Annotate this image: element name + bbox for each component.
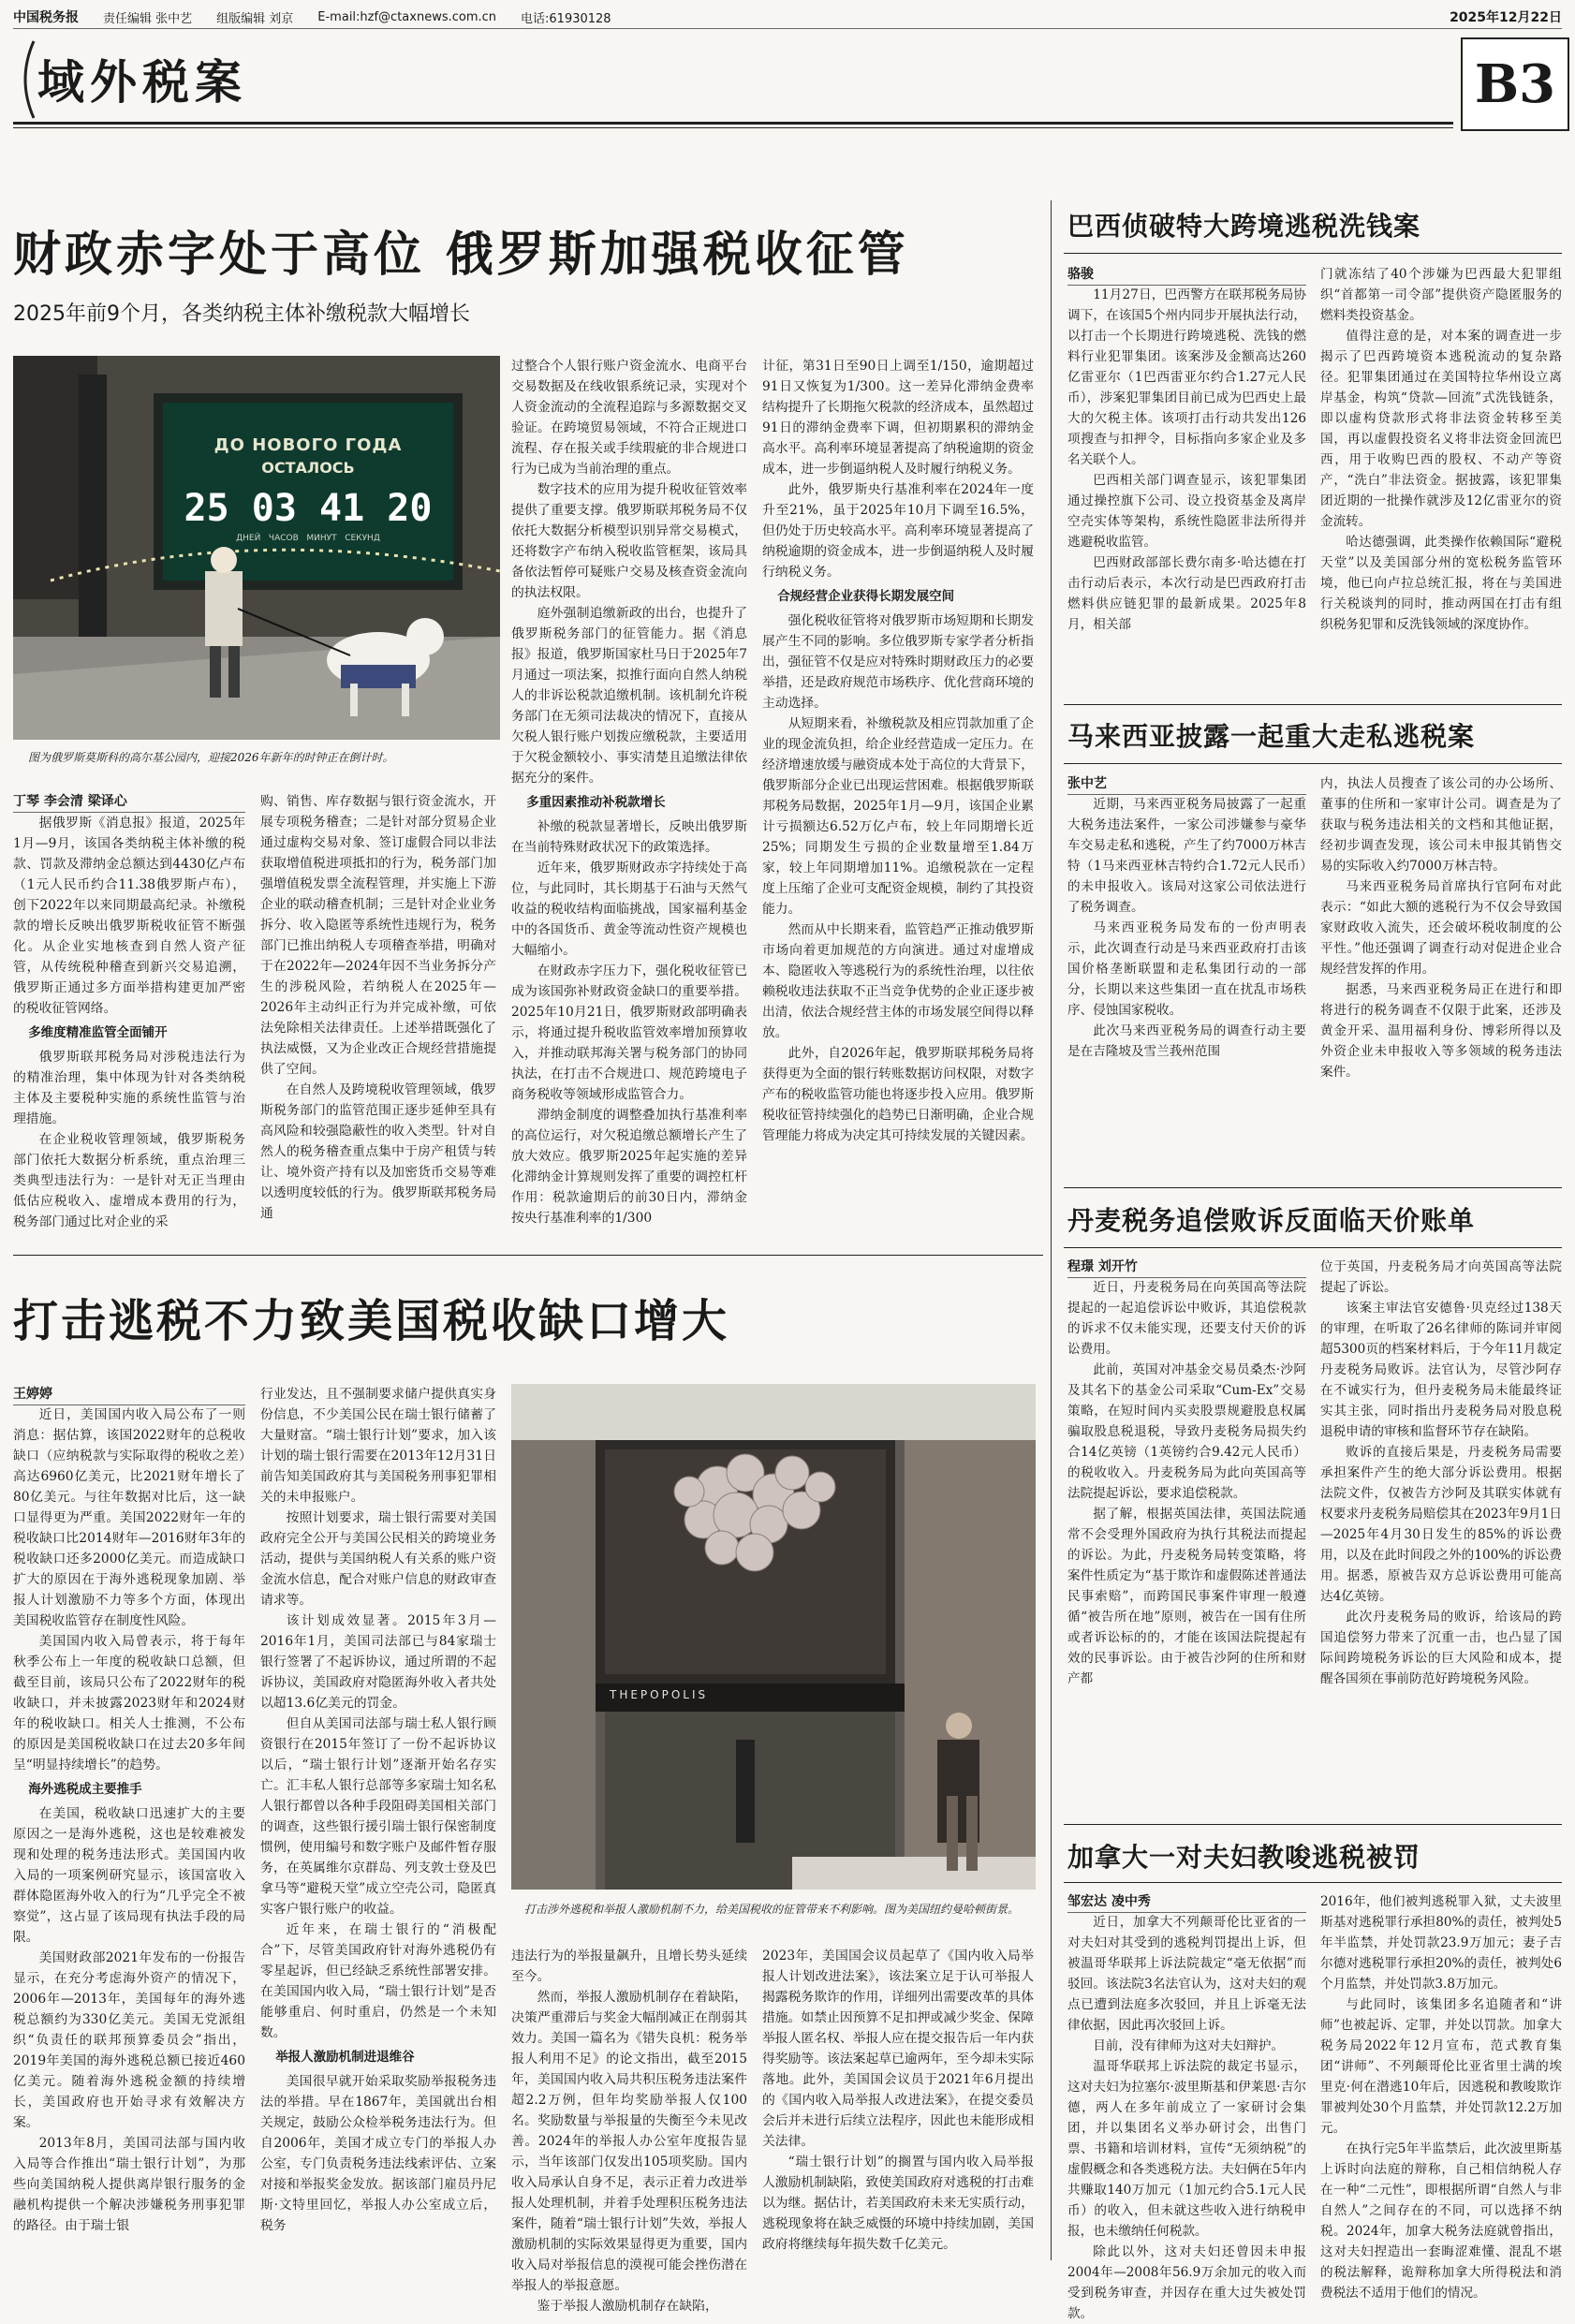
article-brazil-col2 — [1320, 264, 1562, 697]
paragraph: 内，执法人员搜查了该公司的办公场所、董事的住所和一家审计公司。调查是为了获取与税务违法相关的文档和其他证据，经初步调查发现，该公司未申报其销售交易的实际收入约7000万林吉特。 — [1320, 776, 1562, 874]
article-malaysia-col1 — [1067, 794, 1306, 1180]
title-rule — [1064, 253, 1562, 254]
paragraph: 滞纳金制度的调整叠加执行基准利率的高位运行，对欠税追缴总额增长产生了放大效应。俄罗斯2025年起实施的差异化滞纳金计算规则发挥了重要的调控杠杆作用：税款逾期后的前30日内，滞纳金按央行基准利率的1/300 — [511, 1108, 747, 1226]
subheading: 海外逃税成主要推手 — [28, 1782, 142, 1797]
paragraph: 2016年，他们被判逃税罪入狱，丈夫波里斯基对逃税罪行承担80%的责任，被判处5年半监禁，并处罚款23.9万加元；妻子吉尔德对逃税罪行承担20%的责任，被判处6个月监禁，并处罚款3.8万加元。 — [1320, 1894, 1562, 1992]
paragraph: 然而从中长期来看，监管趋严正推动俄罗斯市场向着更加规范的方向演进。通过对虚增成本、隐匿收入等逃税行为的系统性治理，以往依赖税收违法获取不正当竞争优势的企业正逐步被出清，依法合规经营主体的市场发展空间得以释放。 — [762, 922, 1034, 1040]
paragraph: 除此以外，这对夫妇还曾因未申报2004年—2008年56.9万余加元的收入而受到税务审查，并因存在重大过失被处罚款。 — [1067, 2244, 1306, 2321]
paragraph: 鉴于举报人激励机制存在缺陷， — [537, 2299, 718, 2314]
article-divider — [13, 1255, 1043, 1256]
subheading: 合规经营企业获得长期发展空间 — [777, 589, 955, 604]
photo-caption-us: 打击涉外逃税和举报人激励机制不力，给美国税收的征管带来不利影响。图为美国纽约曼哈顿街景。 — [524, 1903, 1020, 1916]
article-malaysia-col2 — [1320, 773, 1562, 1180]
photo-countdown-units: ДНЕЙ ЧАСОВ МИНУТ СЕКУНД — [236, 534, 380, 543]
article-us-col1 — [13, 1405, 245, 2257]
paragraph: 该案主审法官安德鲁·贝克经过138天的审理，在听取了26名律师的陈词并审阅超5300页的档案材料后，于今年11月裁定丹麦税务局败诉。法官认为，尽管沙阿存在不诚实行为，但丹麦税务局未能最终证实其主张，同时指出丹麦税务局对股息税退税申请的审核和监督环节存在缺陷。 — [1320, 1301, 1562, 1439]
article-russia-col4 — [762, 356, 1034, 1245]
subheading: 举报人激励机制进退维谷 — [275, 2050, 415, 2065]
photo-caption-russia: 图为俄罗斯莫斯科的高尔基公园内，迎接2026年新年的时钟正在倒计时。 — [28, 751, 394, 764]
paragraph: 2013年8月，美国司法部与国内收入局等合作推出“瑞士银行计划”，为那些向美国纳税人提供离岸银行服务的金融机构提供一个解决涉嫌税务刑事犯罪的路径。由于瑞士银 — [13, 2136, 245, 2233]
paragraph: 此外，自2026年起，俄罗斯联邦税务局将获得更为全面的银行转账数据访问权限，对数字产布的税收监管功能也将逐步投入应用。俄罗斯税收征管持续强化的趋势已日渐明确，企业合规管理能力将成为决定其可持续发展的关键因素。 — [762, 1046, 1034, 1143]
paragraph: 门就冻结了40个涉嫌为巴西最大犯罪组织“首都第一司令部”提供资产隐匿服务的燃料类投资基金。 — [1320, 267, 1562, 323]
paragraph: 此前，英国对冲基金交易员桑杰·沙阿及其名下的基金公司采取“Cum-Ex”交易策略，在短时间内买卖股票规避股息权属骗取股息税退税，导致丹麦税务局损失约合14亿英镑（1英镑约合9.42元人民币）的税收收入。丹麦税务局为此向英国高等法院提起诉讼，要求追偿税款。 — [1067, 1362, 1306, 1501]
paragraph: 哈达德强调，此类操作依赖国际“避税天堂”以及美国部分州的宽松税务监管环境，他已向卢拉总统汇报，将在与美国进行关税谈判的同时，推动两国在打击有组织税务犯罪和反洗钱领域的深度协作。 — [1320, 535, 1562, 632]
article-denmark-col1 — [1067, 1277, 1306, 1817]
section-title: 域外税案 — [37, 54, 247, 110]
paragraph: 近日，加拿大不列颠哥伦比亚省的一对夫妇对其受到的逃税判罚提出上诉，但被温哥华联邦上诉法院裁定“毫无依据”而驳回。该法院3名法官认为，这对夫妇的观点已遭到法庭多次驳回，并且上诉毫无法律依据，因此再次驳回上诉。 — [1067, 1915, 1306, 2033]
paragraph: 但自从美国司法部与瑞士私人银行顾资银行在2015年签订了一份不起诉协议以后，“瑞士银行计划”逐渐开始名存实亡。汇丰私人银行总部等多家瑞士知名私人银行都曾以各种手段阻碍美国相关部门的调查，这些银行援引瑞士银行保密制度惯例，使用编号和数字账户及邮件暂存服务，在英属维尔京群岛、列支敦士登及巴拿马等“避税天堂”成立空壳公司，隐匿真实客户银行账户的收益。 — [260, 1716, 496, 1917]
photo-countdown-clock: 25 03 41 20 — [184, 487, 433, 530]
title-rule — [1064, 1247, 1562, 1248]
paragraph: 马来西亚税务局发布的一份声明表示，此次调查行动是马来西亚政府打击该国价格垄断联盟和走私集团行动的一部分，长期以来这些集团一直在扰乱市场秩序、侵蚀国家税收。 — [1067, 920, 1306, 1018]
issue-date: 2025年12月22日 — [1450, 10, 1562, 25]
byline-malaysia: 张中艺 — [1067, 773, 1306, 795]
editor-email: E-mail:hzf@ctaxnews.com.cn — [317, 9, 497, 24]
paragraph: 败诉的直接后果是，丹麦税务局需要承担案件产生的绝大部分诉讼费用。根据法院文件，仅被告方沙阿及其联实体就有权要求丹麦税务局赔偿其在2023年9月1日—2025年4月30日发生的85%的诉讼费用，以及在此时间段之外的100%的诉讼费用。据悉，原被告双方总诉讼费用可能高达4亿英镑。 — [1320, 1445, 1562, 1604]
article-brazil-title: 巴西侦破特大跨境逃税洗钱案 — [1067, 211, 1421, 242]
paragraph: 美国国内收入局曾表示，将于每年秋季公布上一年度的税收缺口总额，但截至目前，该局只公布了2022财年的税收缺口，并未披露2023财年和2024财年的税收缺口。相关人士推测，不公布的原因是美国税收缺口在过去20多年间呈“明显持续增长”的趋势。 — [13, 1634, 245, 1772]
byline-canada: 邹宏达 凌中秀 — [1067, 1891, 1306, 1913]
paragraph: 按照计划要求，瑞士银行需要对美国政府完全公开与美国公民相关的跨境业务活动，提供与美国纳税人有关系的账户资金流水信息，配合对账户信息的财政审查请求等。 — [260, 1510, 496, 1608]
subheading: 多维度精准监管全面铺开 — [28, 1025, 168, 1040]
article-russia-col2 — [260, 791, 496, 1245]
paragraph: 在美国，税收缺口迅速扩大的主要原因之一是海外逃税，这也是较难被发现和处理的税务违法形式。美国国内收入局的一项案例研究显示，该国富收入群体隐匿海外收入的行为“几乎完全不被察觉”，这占显了该局现有执法手段的局限。 — [13, 1806, 245, 1945]
photo-sign-text-1: ДО НОВОГО ГОДА — [213, 435, 403, 455]
article-divider — [1064, 704, 1562, 705]
article-brazil-col1 — [1067, 285, 1306, 697]
byline-denmark: 程璟 刘开竹 — [1067, 1257, 1306, 1278]
subheading: 多重因素推动补税款增长 — [526, 795, 666, 810]
paragraph: 过整合个人银行账户资金流水、电商平台交易数据及在线收银系统记录，实现对个人资金流动的全流程追踪与多源数据交叉验证。在跨境贸易领域，不符合正规进口流程、存在报关或手续瑕疵的非合规进口行为已成为当前治理的重点。 — [511, 359, 747, 477]
title-rule — [1064, 763, 1562, 764]
byline-russia: 丁琴 李会清 梁译心 — [13, 791, 245, 813]
paragraph: 计征，第31日至90日上调至1/150，逾期超过91日又恢复为1/300。这一差异化滞纳金费率结构提升了长期拖欠税款的经济成本，虽然超过91日的滞纳金费率下调，但初期累积的滞纳金高水平。高利率环境显著提高了纳税逾期的资金成本，进一步倒逼纳税人及时履行纳税义务。 — [762, 359, 1034, 477]
article-denmark-col2 — [1320, 1257, 1562, 1817]
paragraph: 在执行完5年半监禁后，此次波里斯基上诉时向法庭的辩称，自己相信纳税人存在一种“二元性”，即根据所谓“自然人与非自然人”之间存在的不同，可以选择不纳税。2024年，加拿大税务法庭就曾指出，这对夫妇捏造出一套晦涩难懂、混乱不堪的税法解释，诡辩称加拿大所得税法和消费税法不适用于他们的情况。 — [1320, 2141, 1562, 2301]
paragraph: 美国很早就开始采取奖励举报税务违法的举措。早在1867年，美国就出台相关规定，鼓励公众检举税务违法行为。但自2006年，美国才成立专门的举报人办公室，专门负责税务违法线索评估、立案对接和举报奖金发放。据该部门雇员丹尼斯·文特里回忆，举报人办公室成立后，税务 — [260, 2074, 496, 2233]
article-malaysia-title: 马来西亚披露一起重大走私逃税案 — [1067, 721, 1476, 752]
article-russia-col3 — [511, 356, 747, 1245]
paragraph: 与此同时，该集团多名追随者和“讲师”也被起诉、定罪，并处以罚款。加拿大税务局2022年12月宣布，范式教育集团“讲师”、不列颠哥伦比亚省里士满的埃里克·何在潜逃10年后，因逃税和教唆欺诈罪被判处30个月监禁，并处罚款12.2万加元。 — [1320, 1997, 1562, 2136]
paragraph: 位于英国，丹麦税务局才向英国高等法院提起了诉讼。 — [1320, 1259, 1562, 1295]
paragraph: 据悉，马来西亚税务局正在进行和即将进行的税务调查不仅限于此案，还涉及黄金开采、温用福利身份、博彩所得以及外资企业未申报收入等多领域的税务违法案件。 — [1320, 982, 1562, 1080]
paragraph: 据了解，根据英国法律，英国法院通常不会受理外国政府为执行其税法而提起的诉讼。为此，丹麦税务局转变策略，将案件性质定为“基于欺诈和虚假陈述普通法民事索赔”，而跨国民事案件审理一般遵循“被告所在地”原则，被告在一国有住所或者诉讼标的的，才能在该国法院提起有效的民事诉讼。由于被告沙阿的住所和财产都 — [1067, 1507, 1306, 1686]
paragraph: 近年来，俄罗斯财政赤字持续处于高位，与此同时，其长期基于石油与天然气收益的税收结构面临挑战，国家福利基金中的各国货币、黄金等流动性资产规模也大幅缩小。 — [511, 860, 747, 958]
column-divider — [1051, 200, 1052, 2260]
article-divider — [1064, 1824, 1562, 1825]
paragraph: 然而，举报人激励机制存在着缺陷，决策严重滞后与奖金大幅削减正在削弱其效力。美国一篇名为《错失良机：税务举报人利用不足》的论文指出，截至2015年，美国国内收入局共积压税务违法案件超2.2万例，但年均奖励举报人仅100名。奖励数量与举报量的失衡至今未见改善。2024年的举报人办公室年度报告显示，当年该部门仅发出105项奖励。国内收入局承认自身不足，表示正着力改进举报人处理机制，并着手处理积压税务违法案件，随着“瑞士银行计划”失效，举报人激励机制的实际效果显得更为重要，国内收入局对举报信息的漠视可能会挫伤潜在举报人的举报意愿。 — [511, 1990, 747, 2293]
paper-name: 中国税务报 — [13, 10, 79, 25]
article-canada-col2 — [1320, 1891, 1562, 2301]
article-divider — [1064, 1187, 1562, 1188]
paragraph: 购、销售、库存数据与银行资金流水，开展专项税务稽查；二是针对部分贸易企业通过虚构交易对象、签订虚假合同以非法获取增值税进项抵扣的行为，税务部门加强增值税发票全流程管理，并实施上下游企业的联动稽查机制；三是针对企业业务拆分、收入隐匿等系统性违规行为，税务部门已推出纳税人专项稽查举措，明确对于在2022年—2024年因不当业务拆分产生的涉税风险，若纳税人在2025年—2026年主动纠正行为并完成补缴，可依法免除相关法律责任。上述举措既强化了执法威慑，又为企业改正合规经营措施提供了空间。 — [260, 794, 496, 1077]
top-info-bar — [13, 6, 1562, 29]
paragraph: 补缴的税款显著增长，反映出俄罗斯在当前特殊财政状况下的政策选择。 — [511, 819, 747, 855]
paragraph: 在财政赤字压力下，强化税收征管已成为该国弥补财政资金缺口的重要举措。2025年10月21日，俄罗斯财政部明确表示，将通过提升税收监管效率增加预算收入，并推动联邦海关署与税务部门的协同执法，在打击不合规进口、规范跨境电子商务税收等领域形成监管合力。 — [511, 963, 747, 1102]
paragraph: 近日，丹麦税务局在向英国高等法院提起的一起追偿诉讼中败诉，其追偿税款的诉求不仅未能实现，还要支付天价的诉讼费用。 — [1067, 1280, 1306, 1357]
article-us-col2 — [260, 1384, 496, 2257]
new-york-street-photo — [511, 1384, 1036, 1890]
paragraph: 数字技术的应用为提升税收征管效率提供了重要支撑。俄罗斯联邦税务局不仅依托大数据分析模型识别异常交易模式，还将数字产布纳入税收监管框架，该局具备依法暂停可疑账户交易及核查资金流向的执法权限。 — [511, 482, 747, 600]
paragraph: 目前，没有律师为这对夫妇辩护。 — [1093, 2038, 1285, 2053]
paragraph: “瑞士银行计划”的搁置与国内收入局举报人激励机制缺陷，致使美国政府对逃税的打击难以为继。据估计，若美国政府未来无实质行动，逃税现象将在缺乏威慑的环境中持续加剧，美国政府将继续每年损失数千亿美元。 — [762, 2155, 1034, 2252]
section-rule-thin — [13, 127, 1453, 128]
paragraph: 巴西相关部门调查显示，该犯罪集团通过操控旗下公司、设立投资基金及离岸空壳实体等架构，系统性隐匿非法所得并逃避税收监管。 — [1067, 473, 1306, 550]
paragraph: 2023年，美国国会议员起草了《国内收入局举报人计划改进法案》，该法案立足于认可举报人揭露税务欺诈的作用，详细列出需要改革的具体措施。如禁止因预算不足扣押或减少奖金、保障举报人匿名权、举报人应在提交报告后一年内获得奖励等。该法案起草已逾两年，至今却未实际落地。此外，美国国会议员于2021年6月提出的《国内收入局举报人改进法案》，在提交委员会后并未进行后续立法程序，因此也未能形成相关法律。 — [762, 1949, 1034, 2149]
article-us-col4 — [762, 1946, 1034, 2257]
paragraph: 值得注意的是，对本案的调查进一步揭示了巴西跨境资本逃税流动的复杂路径。犯罪集团通过在美国特拉华州设立离岸基金，构筑“贷款—回流”式洗钱链条，即以虚构贷款形式将非法资金转移至美国，再以虚假投资名义将非法资金回流巴西，用于收购巴西的股权、不动产等资产，“洗白”非法资金。据披露，该犯罪集团近期的一批操作就涉及12亿雷亚尔的资金流转。 — [1320, 329, 1562, 529]
paragraph: 此次马来西亚税务局的调查行动主要是在吉隆坡及雪兰莪州范围 — [1067, 1023, 1306, 1059]
layout-editor: 组版编辑 刘京 — [216, 11, 294, 26]
paragraph: 在自然人及跨境税收管理领域，俄罗斯税务部门的监管范围正逐步延伸至具有高风险和较强隐蔽性的收入类型。针对自然人的税务稽查重点集中于房产租赁与转让、境外资产持有以及加密货币交易等难以透明度较低的行为。俄罗斯联邦税务局通 — [260, 1082, 496, 1221]
paragraph: 从短期来看，补缴税款及相应罚款加重了企业的现金流负担，给企业经营造成一定压力。在经济增速放缓与融资成本处于高位的大背景下，俄罗斯部分企业已出现运营困难。根据俄罗斯联邦税务局数据，2025年1月—9月，该国企业累计亏损额达6.52万亿卢布，较上年同期增长近25%；同期发生亏损的企业数量增至1.84万家，较上年同期增加11%。追缴税款在一定程度上压缩了企业可支配资金规模，制约了其投资能力。 — [762, 716, 1034, 917]
paragraph: 此次丹麦税务局的败诉，给该局的跨国追偿努力带来了沉重一击，也凸显了国际间跨境税务诉讼的巨大风险和成本，提醒各国须在事前防范好跨境税务风险。 — [1320, 1610, 1562, 1686]
article-russia-title: 财政赤字处于高位 俄罗斯加强税收征管 — [13, 227, 909, 283]
byline-us: 王婷婷 — [13, 1384, 245, 1405]
page-number: B3 — [1461, 37, 1569, 131]
paragraph: 11月27日，巴西警方在联邦税务局协调下，在该国5个州内同步开展执法行动，以打击一个长期进行跨境逃税、洗钱的燃料行业犯罪集团。该案涉及金额高达260亿雷亚尔（1巴西雷亚尔约合1.27元人民币），涉案犯罪集团目前已成为巴西史上最大的欠税主体。该项打击行动共发出126项搜查与扣押令，目标指向多家企业及多名关联个人。 — [1067, 287, 1306, 467]
byline-brazil: 骆骏 — [1067, 264, 1306, 286]
article-denmark-title: 丹麦税务追偿败诉反面临天价账单 — [1067, 1205, 1476, 1236]
paragraph: 违法行为的举报量飙升，且增长势头延续至今。 — [511, 1949, 747, 1984]
paragraph: 温哥华联邦上诉法院的裁定书显示，这对夫妇为拉塞尔·波里斯基和伊莱恩·吉尔德，两人在多年前成立了一家研讨会集团，并以集团名义举办研讨会，出售门票、书籍和培训材料，宣传“无须纳税”的虚假概念和各类逃税方法。夫妇俩在5年内共赚取140万加元（1加元约合5.1元人民币）的收入，但未就这些收入进行纳税申报，也未缴纳任何税款。 — [1067, 2059, 1306, 2239]
paragraph: 俄罗斯联邦税务局对涉税违法行为的精准治理，集中体现为针对各类纳税主体及主要税种实施的系统性监管与治理措施。 — [13, 1050, 245, 1126]
paragraph: 庭外强制追缴新政的出台，也提升了俄罗斯税务部门的征管能力。据《消息报》报道，俄罗斯国家杜马日于2025年7月通过一项法案，拟推行面向自然人纳税人的非诉讼税款追缴机制。该机制允许税务部门在无须司法裁决的情况下，直接从欠税人银行账户划拨应缴税款，主要适用于欠税金额较小、事实清楚且追缴法律依据充分的案件。 — [511, 606, 747, 786]
responsible-editor: 责任编辑 张中艺 — [103, 11, 193, 26]
title-rule — [1064, 1882, 1562, 1883]
paragraph: 美国财政部2021年发布的一份报告显示，在充分考虑海外资产的情况下，2006年—2013年，美国每年的海外逃税总额约为330亿美元。美国无党派组织“负责任的联邦预算委员会”指出，2019年美国的海外逃税总额已接近460亿美元。随着海外逃税金额的持续增长，美国政府也开始寻求有效解决方案。 — [13, 1950, 245, 2130]
moscow-clock-photo — [13, 356, 500, 740]
article-canada-title: 加拿大一对夫妇教唆逃税被罚 — [1067, 1842, 1421, 1873]
paragraph: 强化税收征管将对俄罗斯市场短期和长期发展产生不同的影响。多位俄罗斯专家学者分析指出，强征管不仅是应对特殊时期财政压力的必要举措，还是政府规范市场秩序、优化营商环境的主动选择。 — [762, 613, 1034, 711]
section-rule — [13, 122, 1453, 125]
paragraph: 近年来，在瑞士银行的“消极配合”下，尽管美国政府针对海外逃税仍有零星起诉，但已经缺乏系统性部署安排。在美国国内收入局，“瑞士银行计划”是否能够重启、何时重启，仍然是一个未知数。 — [260, 1922, 496, 2040]
editor-phone: 电话:61930128 — [521, 11, 611, 26]
paragraph: 近日，美国国内收入局公布了一则消息：据估算，该国2022财年的总税收缺口（应纳税款与实际取得的税收之差）高达6960亿美元，比2021财年增长了80亿美元。与往年数据对比后，这一缺口显得更为严重。美国2022财年一年的税收缺口比2014财年—2016财年3年的税收缺口还多2000亿美元。而造成缺口扩大的原因在于海外逃税现象加剧、举报人计划激励不力等多个方面，体现出美国税收监管存在制度性风险。 — [13, 1407, 245, 1628]
paragraph: 马来西亚税务局首席执行官阿布对此表示：“如此大额的逃税行为不仅会导致国家财政收入流失，还会破坏税收制度的公平性。”他还强调了调查行动对促进企业合规经营发挥的作用。 — [1320, 879, 1562, 977]
photo-store-sign: ТНЕРОРОLIS — [610, 1688, 709, 1701]
article-us-col3 — [511, 1946, 747, 2314]
paragraph: 近期，马来西亚税务局披露了一起重大税务违法案件，一家公司涉嫌参与豪华车交易走私和逃税，产生了约7000万林吉特（1马来西亚林吉特约合1.72元人民币）的未申报收入。该局对这家公司依法进行了税务调查。 — [1067, 797, 1306, 915]
article-canada-col1 — [1067, 1912, 1306, 2321]
section-bracket-icon — [13, 37, 37, 122]
article-russia-subtitle: 2025年前9个月，各类纳税主体补缴税款大幅增长 — [13, 302, 470, 326]
paragraph: 巴西财政部部长费尔南多·哈达德在打击行动后表示，本次行动是巴西政府打击燃料供应链犯罪的最新成果。2025年8月，相关部 — [1067, 555, 1306, 632]
paragraph: 据俄罗斯《消息报》报道，2025年1月—9月，该国各类纳税主体补缴的税款、罚款及滞纳金总额达到4430亿卢布（1元人民币约合11.38俄罗斯卢布），创下2022年以来同期最高纪录。补缴税款的增长反映出俄罗斯税收征管不断强化。从企业实地核查到自然人资产征管，从传统税种稽查到新兴交易追溯，俄罗斯正通过多方面举措构建更加严密的税收征管网络。 — [13, 816, 245, 1016]
photo-sign-text-2: ОСТАЛОСЬ — [261, 459, 355, 477]
paragraph: 此外，俄罗斯央行基准利率在2024年一度升至21%，虽于2025年10月下调至16.5%，但仍处于历史较高水平。高利率环境显著提高了纳税逾期的资金成本，进一步倒逼纳税人及时履行纳税义务。 — [762, 482, 1034, 580]
article-us-title: 打击逃税不力致美国税收缺口增大 — [13, 1295, 730, 1347]
paragraph: 在企业税收管理领域，俄罗斯税务部门依托大数据分析系统，重点治理三类典型违法行为：一是针对无正当理由低估应税收入、虚增成本费用的行为，税务部门通过比对企业的采 — [13, 1132, 245, 1229]
article-russia-col1 — [13, 813, 245, 1245]
paragraph: 该计划成效显著。2015年3月—2016年1月，美国司法部已与84家瑞士银行签署了不起诉协议，通过所谓的不起诉协议，美国政府对隐匿海外收入者共处以超13.6亿美元的罚金。 — [260, 1613, 496, 1711]
paragraph: 行业发达，且不强制要求储户提供真实身份信息，不少美国公民在瑞士银行储蓄了大量财富。“瑞士银行计划”要求，加入该计划的瑞士银行需要在2013年12月31日前告知美国政府其与美国税务刑事犯罪相关的未申报账户。 — [260, 1387, 496, 1505]
